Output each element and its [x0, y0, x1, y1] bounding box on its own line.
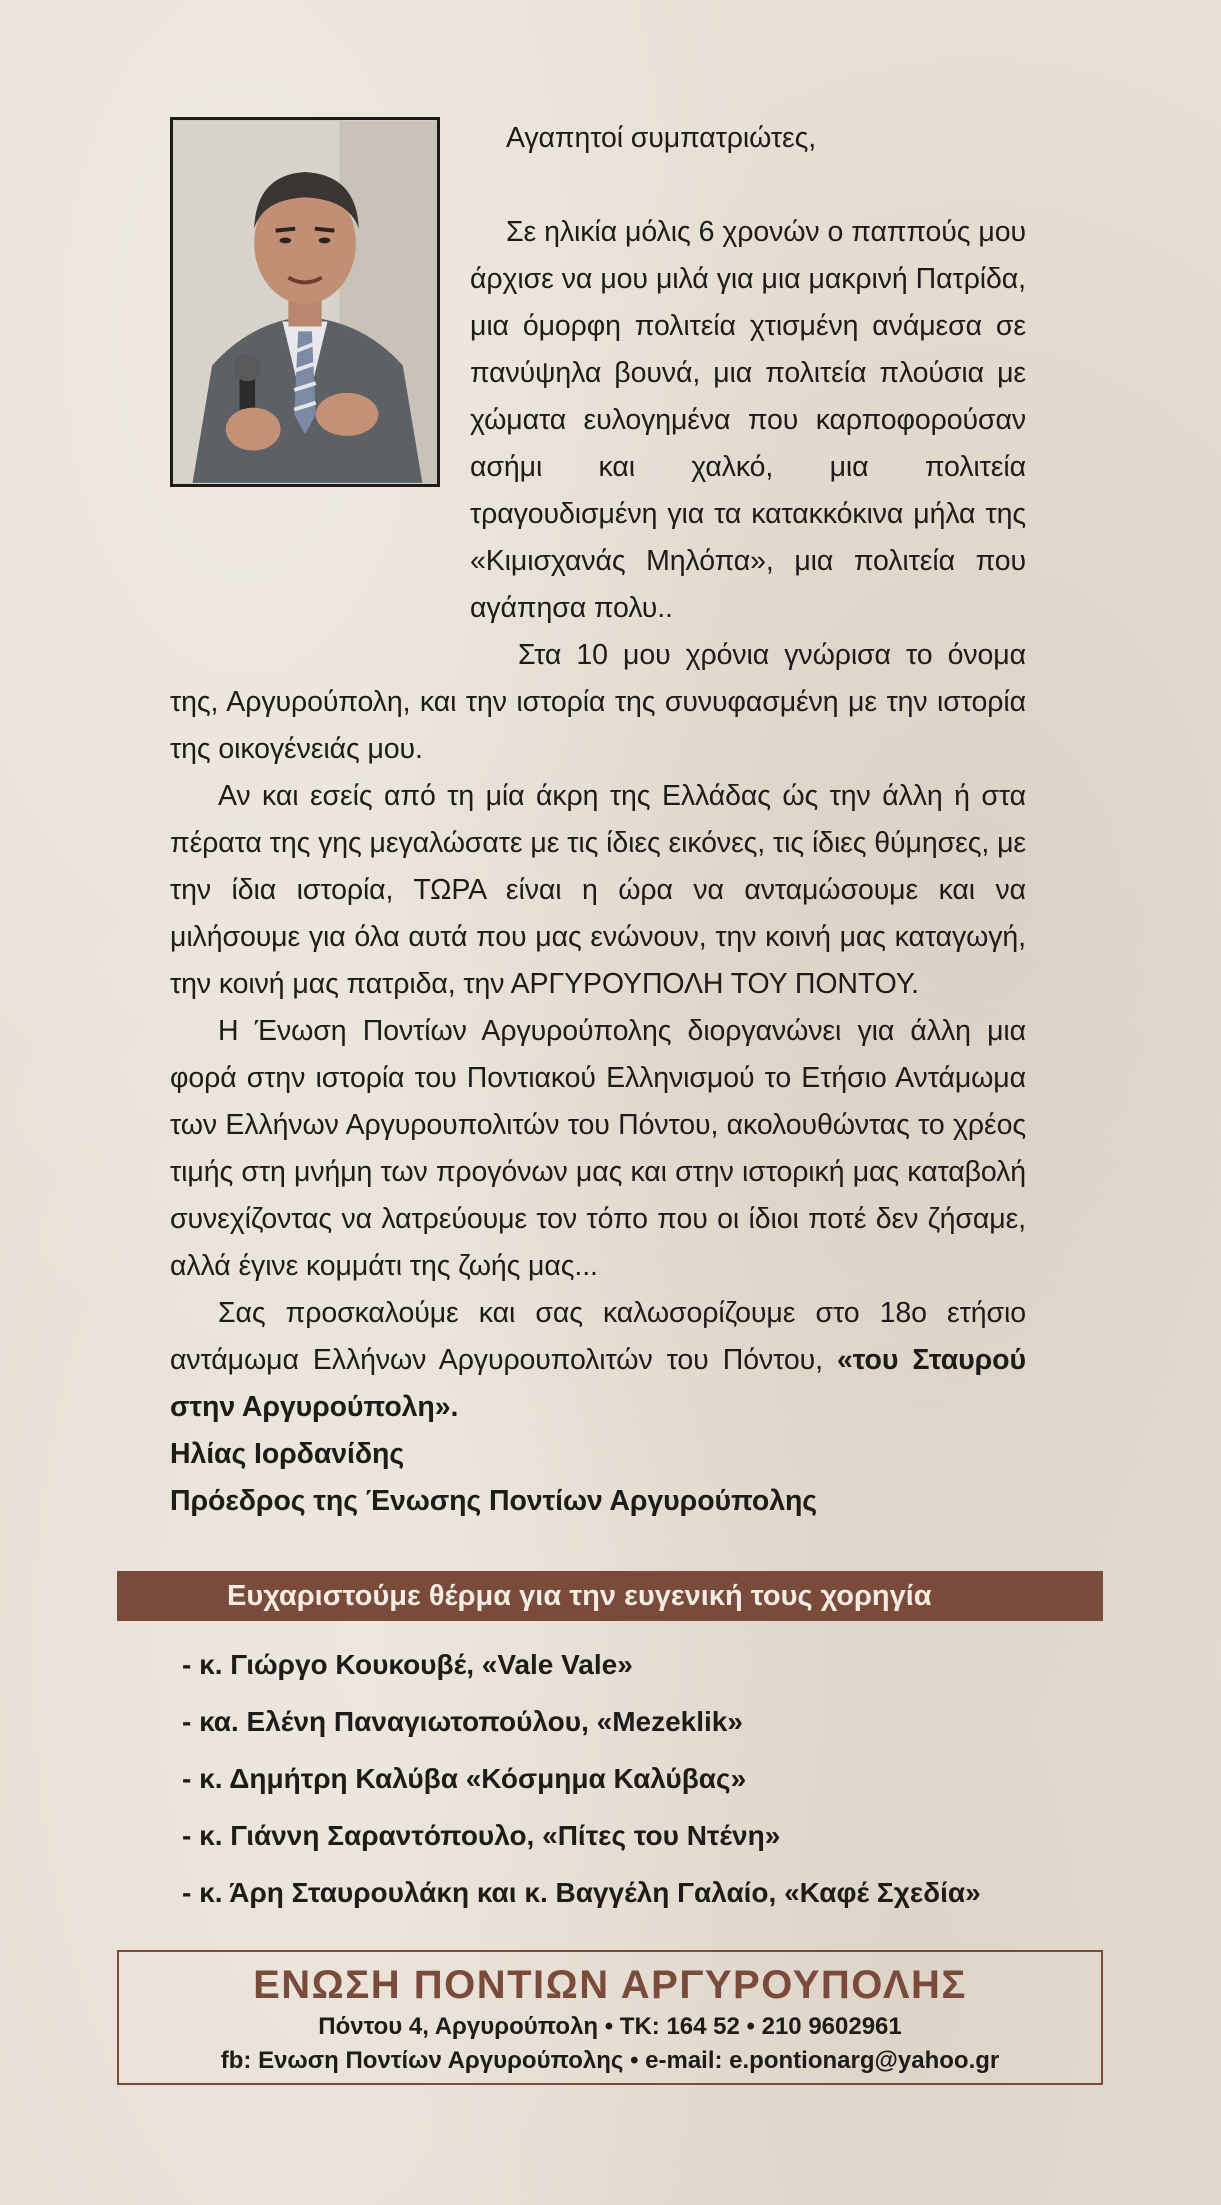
letter-greeting: Αγαπητοί συμπατριώτες, — [506, 122, 817, 154]
organization-contacts: fb: Ενωση Ποντίων Αργυρούπολης • e-mail: e.pontionarg@yahoo.gr — [220, 2047, 1000, 2074]
letter-body — [170, 115, 1026, 1525]
letter-paragraph: Η Ένωση Ποντίων Αργυρούπολης διοργανώνει για άλλη μια φορά στην ιστορία του Ποντιακού Ελληνισμού το Ετήσιο Αντάμωμα των Ελλήνων Αργυρουπολιτών του Πόντου, ακολουθώντας το χρέος τιμής στη μνήμη των προγόνων μας και στην ιστορική μας καταβολή συνεχίζοντας να λατρεύουμε τον τόπο που οι ίδιοι ποτέ δεν ζήσαμε, αλλά έγινε κομμάτι της ζωής μας... — [170, 1015, 1026, 1282]
invitation-text: Σας προσκαλούμε και σας καλωσορίζουμε στο 18ο ετήσιο αντάμωμα Ελλήνων Αργυρουπολιτών του Πόντου, — [170, 1297, 1026, 1376]
letter-paragraph: Στα 10 μου χρόνια γνώρισα το όνομα της, Αργυρούπολη, και την ιστορία της συνυφασμένη με την ιστορία της οικογένειάς μου. — [170, 639, 1026, 765]
thanks-heading: Ευχαριστούμε θέρμα για την ευγενική τους χορηγία — [117, 1571, 1103, 1621]
footer-contact-box — [117, 1950, 1103, 2085]
sponsor-item: - κ. Γιώργο Κουκουβέ, «Vale Vale» — [182, 1649, 633, 1680]
sponsor-item: - κ. Άρη Σταυρουλάκη και κ. Βαγγέλη Γαλαίο, «Καφέ Σχεδία» — [182, 1877, 981, 1908]
signature-title: Πρόεδρος της Ένωσης Ποντίων Αργυρούπολης — [170, 1485, 818, 1517]
letter-paragraph: Αν και εσείς από τη μία άκρη της Ελλάδας ώς την άλλη ή στα πέρατα της γης μεγαλώσατε με τις ίδιες εικόνες, τις ίδιες θύμησες, με την ίδια ιστορία, ΤΩΡΑ είναι η ώρα να ανταμώσουμε και να μιλήσουμε για όλα αυτά που μας ενώνουν, την κοινή μας καταγωγή, την κοινή μας πατριδα, την ΑΡΓΥΡΟΥΠΟΛΗ ΤΟΥ ΠΟΝΤΟΥ. — [170, 780, 1026, 1000]
letter-invitation — [170, 1290, 1026, 1431]
invitation-event-name: «του Σταυρού στην Αργυρούπολη». — [170, 1344, 1026, 1423]
organization-address: Πόντου 4, Αργυρούπολη • ΤΚ: 164 52 • 210 9602961 — [318, 2013, 902, 2040]
organization-name: ΕΝΩΣΗ ΠΟΝΤΙΩΝ ΑΡΓΥΡΟΥΠΟΛΗΣ — [253, 1963, 967, 2007]
sponsor-item: - κα. Ελένη Παναγιωτοπούλου, «Mezeklik» — [182, 1706, 743, 1737]
letter-paragraph: Σε ηλικία μόλις 6 χρονών ο παππούς μου άρχισε να μου μιλά για μια μακρινή Πατρίδα, μια όμορφη πολιτεία χτισμένη ανάμεσα σε πανύψηλα βουνά, μια πολιτεία πλούσια με χώματα ευλογημένα που καρποφορούσαν ασήμι και χαλκό, μια πολιτεία τραγουδισμένη για τα κατακκόκινα μήλα της «Κιμισχανάς Μηλόπα», μια πολιτεία που αγάπησα πολυ.. — [470, 216, 1026, 624]
sponsor-list — [182, 1645, 981, 1930]
signature-name: Ηλίας Ιορδανίδης — [170, 1438, 405, 1470]
sponsor-item: - κ. Γιάννη Σαραντόπουλο, «Πίτες του Ντένη» — [182, 1820, 781, 1851]
sponsor-item: - κ. Δημήτρη Καλύβα «Κόσμημα Καλύβας» — [182, 1763, 747, 1794]
